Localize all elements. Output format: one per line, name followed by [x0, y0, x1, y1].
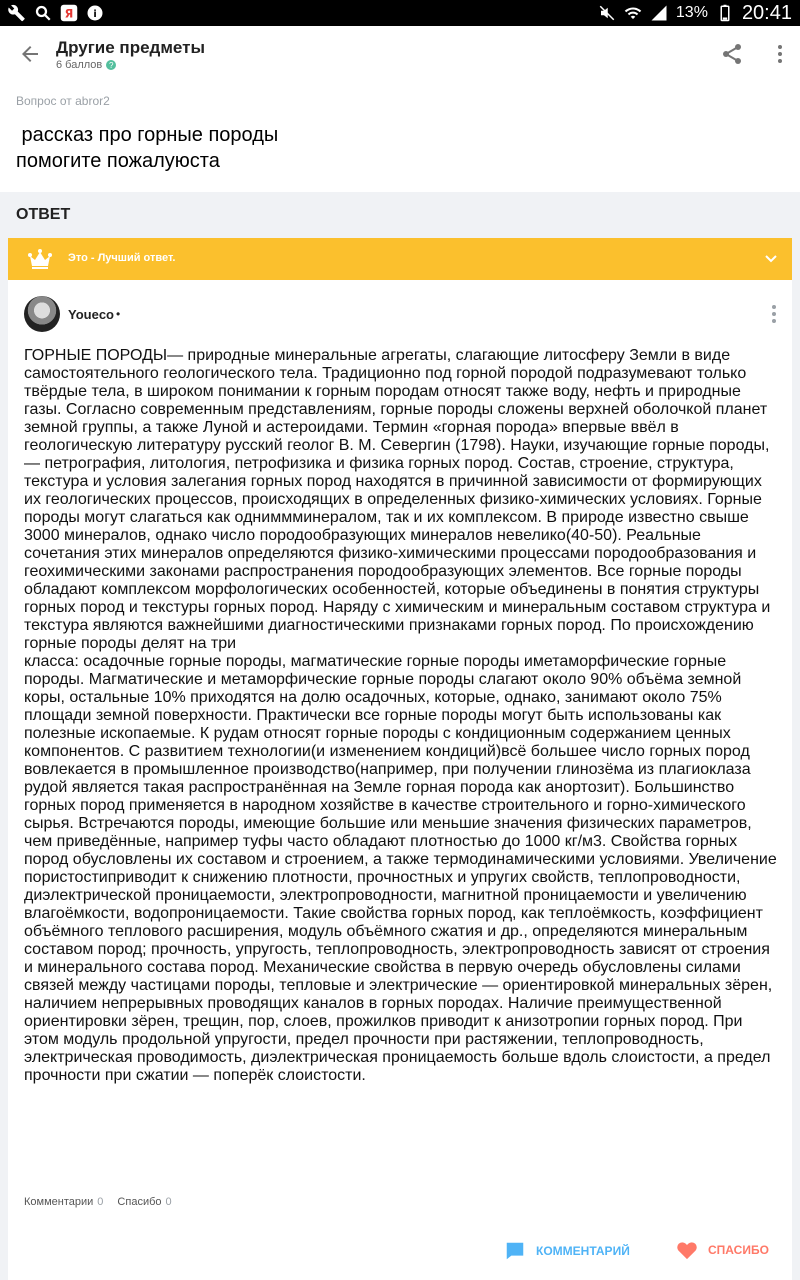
best-answer-banner[interactable] [8, 238, 792, 280]
points-label: 6 баллов [56, 59, 103, 71]
answer-more-icon[interactable] [768, 304, 780, 324]
svg-text:Я: Я [64, 7, 74, 21]
wifi-icon [624, 4, 642, 22]
thanks-counter[interactable] [117, 1196, 171, 1208]
comments-count: 0 [97, 1196, 104, 1208]
comment-button-label: КОММЕНТАРИЙ [536, 1244, 630, 1258]
mute-icon [598, 4, 616, 22]
question-author[interactable]: Вопрос от abror2 [16, 94, 110, 108]
question-card [0, 84, 800, 192]
page-title: Другие предметы [56, 38, 205, 57]
thanks-count: 0 [165, 1196, 172, 1208]
thanks-label: Спасибо [117, 1196, 162, 1208]
signal-icon [650, 4, 668, 22]
answer-card [8, 238, 792, 1280]
back-arrow-icon[interactable] [18, 42, 42, 66]
status-bar [0, 0, 800, 26]
wrench-icon [8, 4, 26, 22]
comments-counter[interactable] [24, 1196, 103, 1208]
answer-text: ГОРНЫЕ ПОРОДЫ— природные минеральные агрегаты, слагающие литосферу Земли в виде самостоятельного геологического тела. Традиционно под горной породой подразумевают только твёрдые тела, в широком понимании к горным породам относят также воду, нефть и природные газы. Согласно современным представлениям, горные породы сложены верхней оболочкой планет земной группы, а также Луной и астероидами. Термин «горная порода» впервые ввёл в геологическую литературу русский геолог В. М. Севергин (1798). Науки, изучающие горные породы, — петрография, литология, петрофизика и физика горных пород. Состав, строение, структура, текстура и условия залегания горных пород находятся в причинной зависимости от формирующих их геологических процессов, происходящих в определенных физико-химических условиях. Горные породы могут слагаться как одниммминералом, так и их комплексом. В природе известно свыше 3000 минералов, однако число породообразующих минералов невелико(40-50). Реальные сочетания этих минералов определяются физико-химическими процессами породообразования и геохимическими законами распространения породообразующих элементов. Все горные породы обладают комплексом морфологических особенностей, которые объединены в понятия структуры горных пород и текстуры горных пород. Наряду с химическим и минеральным составом структура и текстура являются важнейшими диагностическими признаками горных пород. По происхождению горные породы делят на три класса: осадочные горные породы, магматические горные породы иметаморфические горные породы. Магматические и метаморфические горные породы слагают около 90% объёма земной коры, остальные 10% приходятся на долю осадочных, которые, однако, занимают около 75% площади земной поверхности. Практически все горные породы могут быть использованы как полезные ископаемые. К рудам относят горные породы с кондиционным содержанием ценных компонентов. С развитием технологии(и изменением кондиций)всё большее число горных пород вовлекается в промышленное производство(например, при получении глинозёма из плагиоклаза рудой является такая распространённая на Земле горная порода как анортозит). Большинство горных пород применяется в народном хозяйстве в качестве строительного и горно-химического сырья. Встречаются породы, имеющие большие или меньшие значения физических параметров, чем приведённые, например туфы часто обладают плотностью до 1000 кг/м3. Свойства горных пород обусловлены их составом и строением, а также термодинамическими условиями. Увеличение пористостиприводит к снижению плотности, прочностных и упругих свойств, теплопроводности, диэлектрической проницаемости, электропроводности, магнитной проницаемости и увеличению влагоёмкости, водопроницаемости. Такие свойства горных пород, как теплоёмкость, коэффициент объёмного теплового расширения, модуль объёмного сжатия и др., определяются минеральным составом пород; прочность, упругость, теплопроводность, электропроводность зависят от строения и минерального состава пород. Механические свойства в первую очередь обусловлены силами связей между частицами породы, тепловые и электрические — ориентировкой минеральных зёрен, наличием непрерывных проводящих каналов в горных породах. Наличие преимущественной ориентировки зёрен, трещин, пор, слоев, прожилков приводит к анизотропии горных пород. При этом модуль продольной упругости, предел прочности при растяжении, теплопроводность, электрическая проводимость, диэлектрическая проницаемость больше вдоль слоистости, а предел прочности при сжатии — поперёк слоистости. [24, 347, 777, 1084]
svg-text:i: i [93, 8, 97, 20]
more-vert-icon[interactable] [770, 42, 790, 66]
comments-label: Комментарии [24, 1196, 94, 1208]
author-separator-dot: • [116, 307, 121, 321]
clock: 20:41 [741, 1, 792, 24]
avatar[interactable] [24, 296, 60, 332]
chevron-down-icon[interactable] [764, 252, 778, 266]
battery-percent: 13% [675, 4, 708, 21]
author-name[interactable]: Youeco [68, 306, 114, 322]
points-badge-icon: ? [106, 60, 116, 70]
notification-icon [86, 4, 104, 22]
thanks-button-label: СПАСИБО [708, 1243, 769, 1257]
answer-meta [24, 1196, 172, 1208]
answer-actions [8, 1226, 792, 1280]
best-answer-label: Это - Лучший ответ. [68, 252, 176, 264]
crown-icon [28, 248, 52, 270]
comment-icon [504, 1240, 526, 1262]
yandex-icon [60, 4, 78, 22]
answer-section-header: ОТВЕТ [16, 206, 71, 223]
app-toolbar [0, 26, 800, 84]
share-icon[interactable] [720, 42, 744, 66]
thanks-button[interactable] [676, 1240, 769, 1260]
question-text: рассказ про горные породы помогите пожалуюста [16, 124, 279, 172]
battery-icon [716, 4, 734, 22]
search-icon [34, 4, 52, 22]
comment-button[interactable] [504, 1240, 630, 1262]
points-info [56, 59, 116, 71]
heart-icon [676, 1240, 698, 1260]
answer-author[interactable] [24, 296, 120, 332]
